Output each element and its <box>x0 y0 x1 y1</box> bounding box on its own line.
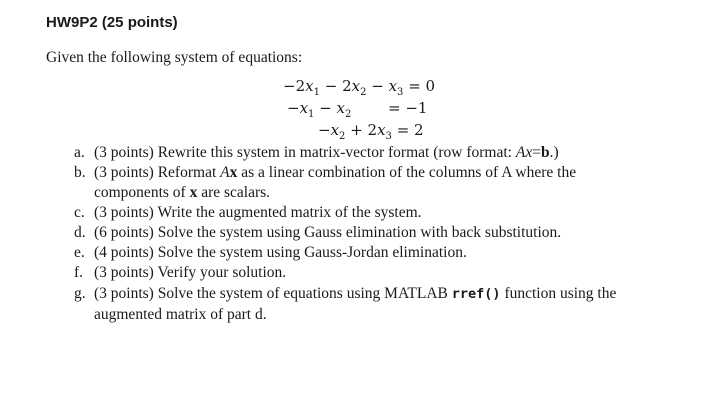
part-text: (3 points) Write the augmented matrix of the system. <box>94 204 422 221</box>
part-text: (3 points) Verify your solution. <box>94 264 287 281</box>
part-label: a. <box>74 144 85 161</box>
part-label: e. <box>74 244 85 261</box>
part-text: (3 points) Solve the system of equations using MATLAB rref() function using the augmented matrix of part d. <box>94 285 617 323</box>
part-label: d. <box>74 224 86 241</box>
code-rref: rref() <box>451 286 501 302</box>
equation-1: $-2x_1 - 2x_2 - x_3 = 0$ <box>283 77 436 98</box>
equation-3: $-x_2 + 2x_3 = 2$ <box>318 121 424 142</box>
part-text: (3 points) Reformat Ax as a linear combination of the columns of A where the components of x are scalars. <box>94 164 577 201</box>
part-label: b. <box>74 164 86 181</box>
equation-2: $-x_1 - x_2$ = −1 <box>287 99 428 120</box>
part-label: c. <box>74 204 85 221</box>
intro-text: Given the following system of equations: <box>46 49 303 66</box>
part-label: f. <box>74 264 84 281</box>
part-text: (6 points) Solve the system using Gauss elimination with back substitution. <box>94 224 562 241</box>
part-text: (3 points) Rewrite this system in matrix-vector format (row format: Ax=b.) <box>94 144 559 161</box>
part-text: (4 points) Solve the system using Gauss-Jordan elimination. <box>94 244 467 261</box>
part-label: g. <box>74 285 86 302</box>
page-title: HW9P2 (25 points) <box>46 14 178 31</box>
